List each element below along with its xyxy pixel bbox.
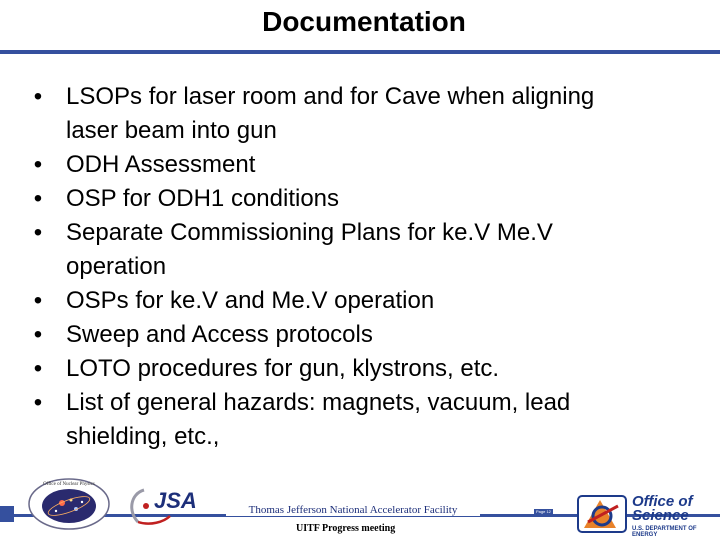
bullet-marker: • (33, 287, 43, 314)
bullet-marker: • (33, 219, 43, 246)
title-divider (0, 50, 720, 54)
bullet-marker: • (33, 321, 43, 348)
np-logo-text: Office of Nuclear Physics (43, 482, 95, 487)
science-label: Science (632, 507, 689, 524)
jsa-logo-text: JSA (154, 488, 197, 513)
bullet-marker: • (33, 355, 43, 382)
bullet-item (24, 284, 704, 318)
bullet-item (24, 182, 704, 216)
meeting-name: UITF Progress meeting (296, 523, 396, 534)
doe-label: U.S. DEPARTMENT OF ENERGY (632, 526, 697, 538)
bullet-item (24, 352, 704, 386)
bullet-text: LOTO procedures for gun, klystrons, etc. (66, 355, 500, 382)
bullet-text: LSOPs for laser room and for Cave when aligning (66, 83, 595, 110)
bullet-text-continued: operation (66, 253, 167, 280)
office-of-science-logo (576, 492, 716, 538)
bullet-item (24, 80, 704, 148)
office-of-label: Office of (632, 493, 693, 510)
page-number: Page 12 (536, 509, 551, 514)
jsa-logo-icon (124, 482, 228, 528)
nuclear-physics-logo-icon (24, 476, 114, 532)
facility-name: Thomas Jefferson National Accelerator Facility (226, 504, 480, 516)
bullet-text: OSPs for ke.V and Me.V operation (66, 287, 435, 314)
bullet-text: Separate Commissioning Plans for ke.V Me.V (66, 219, 553, 246)
bullet-item (24, 318, 704, 352)
bullet-text: ODH Assessment (66, 151, 256, 178)
bullet-list (24, 80, 704, 454)
bullet-text: Sweep and Access protocols (66, 321, 373, 348)
bullet-marker: • (33, 83, 43, 110)
slide-footer (0, 470, 720, 540)
bullet-marker: • (33, 151, 43, 178)
bullet-marker: • (33, 185, 43, 212)
bullet-item (24, 386, 704, 454)
bullet-marker: • (33, 389, 43, 416)
bullet-text-continued: shielding, etc., (66, 423, 220, 450)
bullet-item (24, 216, 704, 284)
bullet-text: List of general hazards: magnets, vacuum, lead (66, 389, 571, 416)
bullet-text: OSP for ODH1 conditions (66, 185, 340, 212)
slide-title: Documentation (262, 6, 466, 37)
bullet-text-continued: laser beam into gun (66, 117, 277, 144)
bullet-item (24, 148, 704, 182)
office-of-science-logo-icon (576, 492, 628, 538)
